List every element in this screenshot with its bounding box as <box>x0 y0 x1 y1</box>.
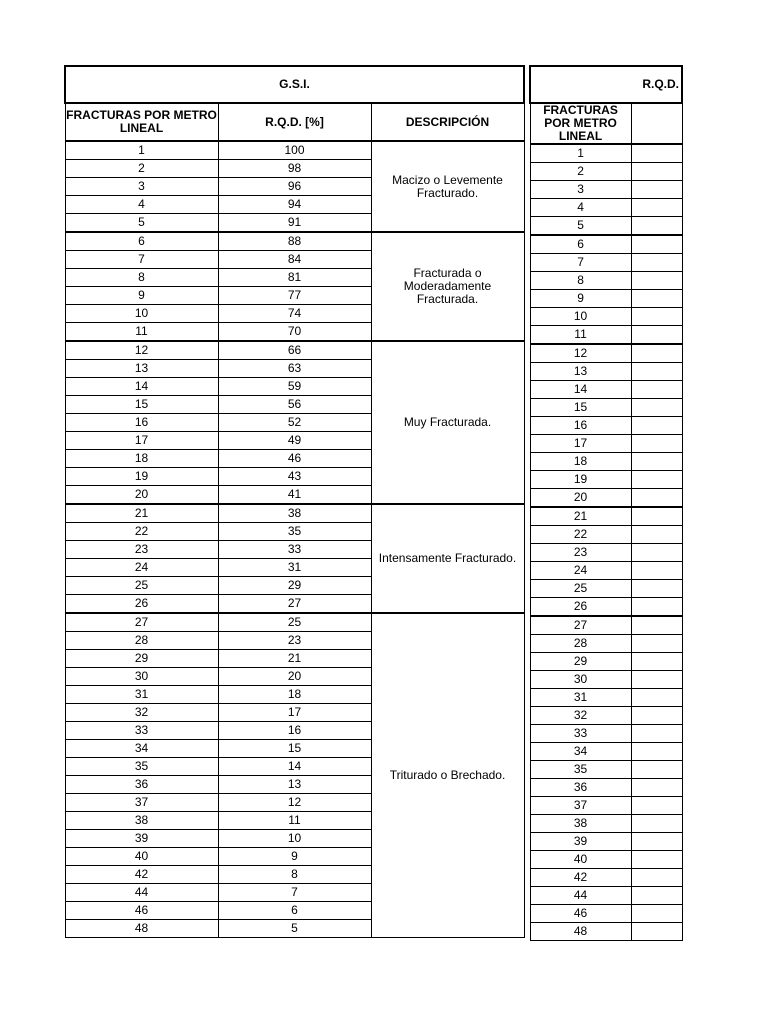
gsi-body <box>65 141 524 938</box>
fractures-cell: 7 <box>530 254 631 272</box>
rqd-value-cell <box>631 887 682 905</box>
rqd-cell: 9 <box>218 848 371 866</box>
rqd-cell: 16 <box>218 722 371 740</box>
rqd-cell: 14 <box>218 758 371 776</box>
rqd-cell: 15 <box>218 740 371 758</box>
description-cell: Fracturada o Moderadamente Fracturada. <box>371 232 524 341</box>
rqd-value-cell <box>631 199 682 217</box>
rqd-value-cell <box>631 653 682 671</box>
rqd-cell: 59 <box>218 378 371 396</box>
fractures-cell: 23 <box>530 544 631 562</box>
fractures-cell: 32 <box>530 707 631 725</box>
fractures-cell: 15 <box>65 396 218 414</box>
table-row <box>530 905 682 923</box>
fractures-cell: 29 <box>530 653 631 671</box>
rqd-cell: 70 <box>218 323 371 342</box>
rqd-value-cell <box>631 181 682 199</box>
rqd-value-cell <box>631 399 682 417</box>
description-cell: Macizo o Levemente Fracturado. <box>371 141 524 232</box>
fractures-cell: 30 <box>65 668 218 686</box>
rqd-cell: 27 <box>218 595 371 614</box>
fractures-cell: 33 <box>530 725 631 743</box>
fractures-cell: 22 <box>65 523 218 541</box>
fractures-cell: 1 <box>530 144 631 163</box>
fractures-cell: 34 <box>530 743 631 761</box>
rqd-value-cell <box>631 833 682 851</box>
fractures-cell: 42 <box>530 869 631 887</box>
rqd-cell: 74 <box>218 305 371 323</box>
fractures-cell: 10 <box>65 305 218 323</box>
rqd-value-cell <box>631 725 682 743</box>
rqd-value-cell <box>631 851 682 869</box>
fractures-cell: 35 <box>530 761 631 779</box>
rqd-cell: 49 <box>218 432 371 450</box>
fractures-cell: 5 <box>530 217 631 236</box>
fractures-cell: 5 <box>65 214 218 233</box>
table-row <box>530 199 682 217</box>
table-row <box>530 743 682 761</box>
table-row <box>530 181 682 199</box>
rqd-cell: 35 <box>218 523 371 541</box>
rqd-title <box>530 66 682 103</box>
fractures-cell: 44 <box>530 887 631 905</box>
rqd-value-cell <box>631 254 682 272</box>
fractures-cell: 11 <box>530 326 631 345</box>
rqd-col-fractures-header: FRACTURAS POR METRO LINEAL <box>530 103 631 144</box>
fractures-cell: 24 <box>530 562 631 580</box>
rqd-body <box>530 144 682 941</box>
table-row <box>530 363 682 381</box>
rqd-value-cell <box>631 815 682 833</box>
rqd-cell: 38 <box>218 504 371 523</box>
fractures-cell: 25 <box>65 577 218 595</box>
rqd-cell: 11 <box>218 812 371 830</box>
rqd-value-cell <box>631 235 682 254</box>
rqd-value-cell <box>631 869 682 887</box>
fractures-cell: 4 <box>65 196 218 214</box>
rqd-cell: 84 <box>218 251 371 269</box>
fractures-cell: 36 <box>530 779 631 797</box>
fractures-cell: 34 <box>65 740 218 758</box>
rqd-value-cell <box>631 344 682 363</box>
rqd-value-cell <box>631 326 682 345</box>
table-row <box>530 779 682 797</box>
table-row <box>530 144 682 163</box>
table-row <box>530 761 682 779</box>
rqd-cell: 96 <box>218 178 371 196</box>
table-row <box>530 254 682 272</box>
rqd-cell: 8 <box>218 866 371 884</box>
fractures-cell: 32 <box>65 704 218 722</box>
fractures-cell: 21 <box>65 504 218 523</box>
rqd-value-cell <box>631 598 682 617</box>
rqd-value-cell <box>631 308 682 326</box>
rqd-value-cell <box>631 761 682 779</box>
fractures-cell: 42 <box>65 866 218 884</box>
fractures-cell: 19 <box>530 471 631 489</box>
fractures-cell: 8 <box>65 269 218 287</box>
table-row <box>530 435 682 453</box>
fractures-cell: 18 <box>530 453 631 471</box>
rqd-cell: 56 <box>218 396 371 414</box>
table-row <box>530 653 682 671</box>
rqd-value-cell <box>631 435 682 453</box>
fractures-cell: 12 <box>65 341 218 360</box>
fractures-cell: 20 <box>65 486 218 505</box>
table-row <box>530 851 682 869</box>
rqd-value-cell <box>631 580 682 598</box>
rqd-cell: 43 <box>218 468 371 486</box>
rqd-value-cell <box>631 526 682 544</box>
table-row <box>530 489 682 508</box>
table-row <box>530 616 682 635</box>
table-row <box>530 887 682 905</box>
fractures-cell: 48 <box>65 920 218 938</box>
fractures-cell: 35 <box>65 758 218 776</box>
gsi-table <box>64 65 525 938</box>
fractures-cell: 3 <box>65 178 218 196</box>
fractures-cell: 39 <box>65 830 218 848</box>
rqd-cell: 13 <box>218 776 371 794</box>
table-row <box>530 923 682 941</box>
table-row <box>530 381 682 399</box>
table-row <box>530 562 682 580</box>
fractures-cell: 38 <box>530 815 631 833</box>
fractures-cell: 46 <box>530 905 631 923</box>
fractures-cell: 3 <box>530 181 631 199</box>
gsi-title: G.S.I. <box>65 66 524 103</box>
table-row <box>530 471 682 489</box>
fractures-cell: 2 <box>530 163 631 181</box>
fractures-cell: 4 <box>530 199 631 217</box>
table-row <box>530 869 682 887</box>
rqd-value-cell <box>631 616 682 635</box>
fractures-cell: 31 <box>530 689 631 707</box>
fractures-cell: 25 <box>530 580 631 598</box>
table-row <box>530 326 682 345</box>
fractures-cell: 40 <box>530 851 631 869</box>
rqd-cell: 17 <box>218 704 371 722</box>
fractures-cell: 36 <box>65 776 218 794</box>
rqd-cell: 7 <box>218 884 371 902</box>
rqd-value-cell <box>631 272 682 290</box>
table-row <box>530 635 682 653</box>
table-row <box>530 725 682 743</box>
fractures-cell: 6 <box>65 232 218 251</box>
fractures-cell: 37 <box>530 797 631 815</box>
fractures-cell: 19 <box>65 468 218 486</box>
table-row <box>530 671 682 689</box>
fractures-cell: 20 <box>530 489 631 508</box>
rqd-cell: 88 <box>218 232 371 251</box>
fractures-cell: 10 <box>530 308 631 326</box>
fractures-cell: 15 <box>530 399 631 417</box>
table-row <box>530 544 682 562</box>
table-row <box>530 689 682 707</box>
table-row <box>530 707 682 725</box>
rqd-cell: 52 <box>218 414 371 432</box>
table-row <box>530 815 682 833</box>
table-row <box>530 272 682 290</box>
table-row <box>530 217 682 236</box>
fractures-cell: 2 <box>65 160 218 178</box>
fractures-cell: 1 <box>65 141 218 160</box>
gsi-col-fractures-header: FRACTURAS POR METRO LINEAL <box>65 103 218 141</box>
table-row <box>65 613 524 632</box>
rqd-cell: 94 <box>218 196 371 214</box>
rqd-table <box>529 65 683 941</box>
table-row <box>65 504 524 523</box>
rqd-value-cell <box>631 381 682 399</box>
rqd-value-cell <box>631 489 682 508</box>
table-row <box>530 235 682 254</box>
fractures-cell: 28 <box>65 632 218 650</box>
rqd-cell: 100 <box>218 141 371 160</box>
description-cell: Intensamente Fracturado. <box>371 504 524 613</box>
table-row <box>530 308 682 326</box>
rqd-cell: 98 <box>218 160 371 178</box>
rqd-value-cell <box>631 779 682 797</box>
fractures-cell: 31 <box>65 686 218 704</box>
rqd-cell: 6 <box>218 902 371 920</box>
fractures-cell: 17 <box>65 432 218 450</box>
table-row <box>530 344 682 363</box>
table-row <box>530 598 682 617</box>
fractures-cell: 18 <box>65 450 218 468</box>
rqd-cell: 21 <box>218 650 371 668</box>
fractures-cell: 48 <box>530 923 631 941</box>
rqd-value-cell <box>631 217 682 236</box>
rqd-value-cell <box>631 743 682 761</box>
fractures-cell: 24 <box>65 559 218 577</box>
fractures-cell: 14 <box>65 378 218 396</box>
fractures-cell: 21 <box>530 507 631 526</box>
rqd-value-cell <box>631 689 682 707</box>
rqd-value-cell <box>631 923 682 941</box>
table-row <box>65 341 524 360</box>
table-row <box>530 163 682 181</box>
rqd-value-cell <box>631 707 682 725</box>
fractures-cell: 11 <box>65 323 218 342</box>
rqd-value-cell <box>631 417 682 435</box>
rqd-cell: 18 <box>218 686 371 704</box>
rqd-cell: 81 <box>218 269 371 287</box>
table-row <box>530 580 682 598</box>
rqd-value-cell <box>631 471 682 489</box>
fractures-cell: 27 <box>65 613 218 632</box>
rqd-value-cell <box>631 544 682 562</box>
fractures-cell: 6 <box>530 235 631 254</box>
fractures-cell: 8 <box>530 272 631 290</box>
fractures-cell: 16 <box>65 414 218 432</box>
fractures-cell: 37 <box>65 794 218 812</box>
fractures-cell: 28 <box>530 635 631 653</box>
rqd-title-text: R.Q.D. <box>642 77 679 91</box>
rqd-cell: 91 <box>218 214 371 233</box>
rqd-value-cell <box>631 363 682 381</box>
fractures-cell: 9 <box>65 287 218 305</box>
rqd-value-cell <box>631 905 682 923</box>
rqd-col-empty-header <box>631 103 682 144</box>
table-row <box>530 526 682 544</box>
fractures-cell: 9 <box>530 290 631 308</box>
rqd-cell: 41 <box>218 486 371 505</box>
rqd-value-cell <box>631 453 682 471</box>
rqd-cell: 23 <box>218 632 371 650</box>
fractures-cell: 17 <box>530 435 631 453</box>
fractures-cell: 38 <box>65 812 218 830</box>
rqd-cell: 5 <box>218 920 371 938</box>
rqd-value-cell <box>631 507 682 526</box>
gsi-col-rqd-header: R.Q.D. [%] <box>218 103 371 141</box>
fractures-cell: 7 <box>65 251 218 269</box>
fractures-cell: 23 <box>65 541 218 559</box>
table-row <box>530 290 682 308</box>
rqd-value-cell <box>631 144 682 163</box>
description-cell: Triturado o Brechado. <box>371 613 524 938</box>
fractures-cell: 14 <box>530 381 631 399</box>
rqd-cell: 10 <box>218 830 371 848</box>
fractures-cell: 27 <box>530 616 631 635</box>
gsi-col-description-header: DESCRIPCIÓN <box>371 103 524 141</box>
rqd-value-cell <box>631 671 682 689</box>
rqd-cell: 63 <box>218 360 371 378</box>
rqd-value-cell <box>631 797 682 815</box>
rqd-cell: 77 <box>218 287 371 305</box>
table-row <box>65 232 524 251</box>
table-row <box>530 453 682 471</box>
table-row <box>530 399 682 417</box>
table-row <box>530 833 682 851</box>
fractures-cell: 13 <box>65 360 218 378</box>
fractures-cell: 12 <box>530 344 631 363</box>
table-row <box>530 507 682 526</box>
rqd-cell: 29 <box>218 577 371 595</box>
fractures-cell: 40 <box>65 848 218 866</box>
fractures-cell: 39 <box>530 833 631 851</box>
fractures-cell: 22 <box>530 526 631 544</box>
fractures-cell: 26 <box>530 598 631 617</box>
table-row <box>530 417 682 435</box>
fractures-cell: 44 <box>65 884 218 902</box>
description-cell: Muy Fracturada. <box>371 341 524 504</box>
rqd-value-cell <box>631 635 682 653</box>
fractures-cell: 33 <box>65 722 218 740</box>
fractures-cell: 30 <box>530 671 631 689</box>
table-row <box>530 797 682 815</box>
rqd-cell: 20 <box>218 668 371 686</box>
rqd-cell: 46 <box>218 450 371 468</box>
rqd-cell: 33 <box>218 541 371 559</box>
fractures-cell: 26 <box>65 595 218 614</box>
fractures-cell: 46 <box>65 902 218 920</box>
fractures-cell: 29 <box>65 650 218 668</box>
rqd-cell: 66 <box>218 341 371 360</box>
rqd-value-cell <box>631 290 682 308</box>
rqd-cell: 31 <box>218 559 371 577</box>
table-row <box>65 141 524 160</box>
rqd-cell: 25 <box>218 613 371 632</box>
fractures-cell: 13 <box>530 363 631 381</box>
rqd-value-cell <box>631 562 682 580</box>
rqd-value-cell <box>631 163 682 181</box>
rqd-table-viewport <box>529 65 683 965</box>
rqd-cell: 12 <box>218 794 371 812</box>
fractures-cell: 16 <box>530 417 631 435</box>
